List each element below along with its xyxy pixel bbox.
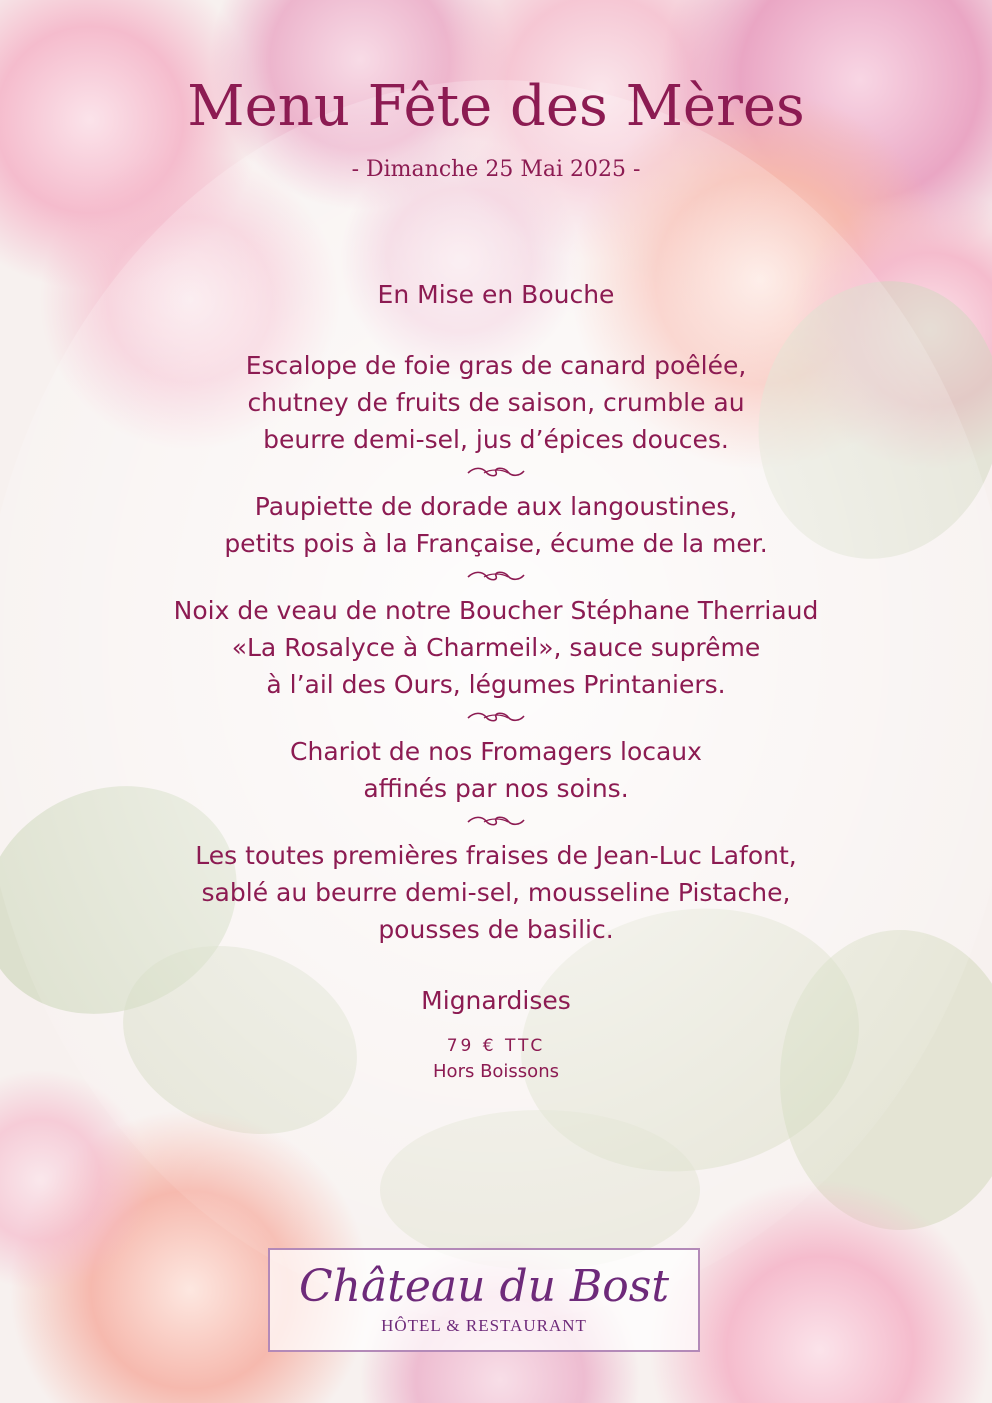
course-fish: [60, 488, 932, 562]
course-line: chutney de fruits de saison, crumble au: [247, 388, 745, 417]
menu-list: [60, 276, 932, 1085]
course-mignardises: [60, 982, 932, 1019]
course-line: à l’ail des Ours, légumes Printaniers.: [266, 670, 726, 699]
flourish-divider-icon: [464, 568, 528, 584]
price-note: Hors Boissons: [433, 1061, 559, 1082]
course-line: petits pois à la Française, écume de la mer.: [224, 529, 768, 558]
event-date: - Dimanche 25 Mai 2025 -: [351, 157, 641, 182]
course-line: sablé au beurre demi-sel, mousseline Pistache,: [201, 878, 791, 907]
course-amuse-bouche: [60, 276, 932, 313]
course-line: Les toutes premières fraises de Jean-Luc Lafont,: [195, 841, 797, 870]
course-dessert: [60, 837, 932, 948]
course-main: [60, 592, 932, 703]
logo-name: Château du Bost: [298, 1261, 670, 1312]
restaurant-logo: [268, 1248, 700, 1352]
flourish-divider-icon: [464, 464, 528, 480]
logo-subtitle: HÔTEL & RESTAURANT: [381, 1316, 587, 1335]
menu-price: 79 € TTC: [446, 1036, 546, 1056]
flourish-divider-icon: [464, 709, 528, 725]
course-line: Chariot de nos Fromagers locaux: [290, 737, 702, 766]
course-line: Escalope de foie gras de canard poêlée,: [245, 351, 747, 380]
course-starter: [60, 347, 932, 458]
flourish-divider-icon: [464, 813, 528, 829]
course-line: beurre demi-sel, jus d’épices douces.: [263, 425, 729, 454]
course-line: En Mise en Bouche: [377, 280, 615, 309]
course-line: Paupiette de dorade aux langoustines,: [254, 492, 738, 521]
page-title: Menu Fête des Mères: [187, 74, 805, 139]
course-line: Mignardises: [421, 986, 571, 1015]
course-cheese: [60, 733, 932, 807]
course-line: Noix de veau de notre Boucher Stéphane Therriaud: [173, 596, 819, 625]
course-line: affinés par nos soins.: [363, 774, 629, 803]
course-line: pousses de basilic.: [378, 915, 614, 944]
course-line: «La Rosalyce à Charmeil», sauce suprême: [231, 633, 761, 662]
